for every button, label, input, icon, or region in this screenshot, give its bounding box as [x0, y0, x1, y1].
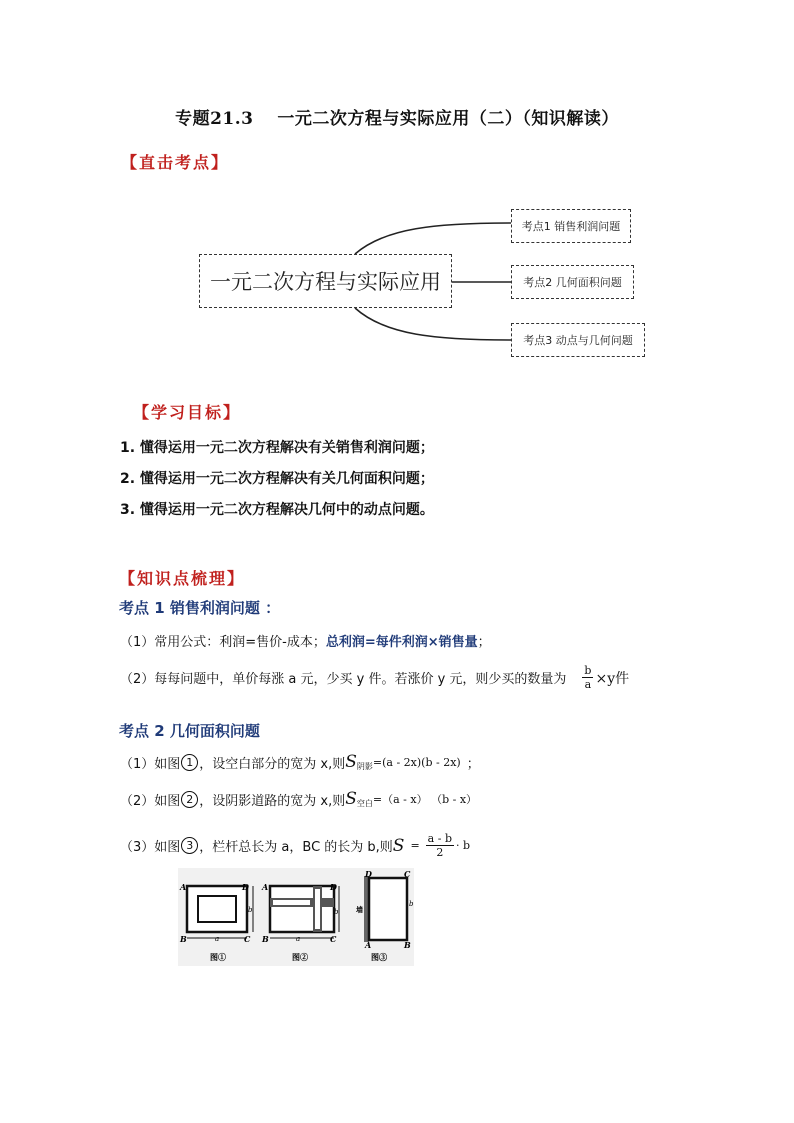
fig2-label-d: D	[330, 882, 337, 892]
kd2-l1-end: ；	[466, 756, 480, 772]
fig1-label-len-b: b	[248, 906, 253, 914]
section-direct-heading: 【直击考点】	[121, 153, 230, 172]
kd1-p1-suffix: ；	[477, 635, 491, 650]
fig3-label-len-b: b	[409, 900, 414, 908]
mindmap-center: 一元二次方程与实际应用	[199, 254, 452, 308]
fig3-label-b: B	[404, 940, 411, 950]
kd2-l1-prefix: （1）如图	[120, 756, 181, 772]
geometry-figures	[178, 868, 414, 966]
kd2-l3-numerator: a - b	[427, 832, 452, 845]
goal-item-2: 2. 懂得运用一元二次方程解决有关几何面积问题；	[120, 471, 434, 487]
fig2-caption: 图②	[292, 952, 308, 962]
kd1-p2-tail: ×y件	[595, 670, 630, 687]
fig3-wall-label: 墙	[356, 905, 363, 914]
kd1-p2-text: （2）每每问题中，单价每涨 a 元，少买 y 件。若涨价 y 元，则少买的数量为	[120, 672, 567, 687]
kd2-l3-mid: ，栏杆总长为 a，BC 的长为 b,则	[199, 840, 393, 855]
fig1-label-b: B	[180, 934, 187, 944]
mindmap-leaf-3: 考点3 动点与几何问题	[511, 323, 645, 357]
section-points-heading: 【知识点梳理】	[119, 569, 246, 588]
figure-3-ref: 3	[181, 837, 198, 854]
kd2-title: 考点 2 几何面积问题	[119, 722, 260, 740]
fig3-label-c: C	[404, 869, 411, 879]
mindmap-leaf-2: 考点2 几何面积问题	[511, 265, 634, 299]
kd1-line-1	[120, 631, 491, 650]
mindmap-leaf-1: 考点1 销售利润问题	[511, 209, 631, 243]
fig1-label-a-vertex: A	[180, 882, 187, 892]
fig3-label-d: D	[365, 869, 372, 879]
kd2-l3-S: S	[392, 835, 405, 856]
fig3-label-a-vertex: A	[365, 940, 372, 950]
kd2-line-3	[120, 832, 470, 859]
kd2-l2-expression: =（a - x） （b - x）	[372, 793, 478, 806]
kd1-p2-numerator: b	[584, 664, 592, 677]
kd1-p1-formula: 总利润=每件利润×销售量	[325, 635, 478, 650]
figures-drawing	[178, 868, 414, 966]
fig1-label-c: C	[244, 934, 251, 944]
kd2-l1-S: S	[345, 752, 357, 772]
section-goals-heading: 【学习目标】	[133, 403, 242, 422]
kd2-l1-mid: ，设空白部分的宽为 x,则	[199, 756, 346, 772]
fig2-label-len-a: a	[296, 935, 301, 943]
kd2-l3-denominator: 2	[436, 846, 444, 859]
figure-2	[261, 882, 339, 962]
kd1-p2-fraction	[582, 664, 593, 691]
kd1-p1-prefix: （1）常用公式：利润=售价-成本；	[120, 635, 326, 650]
fig2-label-c: C	[330, 934, 337, 944]
kd2-l2-mid: ，设阴影道路的宽为 x,则	[199, 793, 346, 809]
fig1-label-d: D	[242, 882, 249, 892]
fig2-label-a-vertex: A	[262, 882, 269, 892]
fig1-label-len-a: a	[215, 935, 220, 943]
figure-1	[179, 882, 253, 962]
kd2-l3-tail: · b	[455, 839, 471, 852]
page-title: 专题21.3 一元二次方程与实际应用（二）（知识解读）	[175, 109, 619, 129]
kd2-line-2	[120, 789, 477, 809]
kd1-p2-denominator: a	[584, 678, 592, 691]
goal-item-1: 1. 懂得运用一元二次方程解决有关销售利润问题；	[120, 440, 434, 456]
kd2-l1-subscript: 阴影	[356, 761, 373, 771]
figure-3	[356, 869, 414, 962]
kd2-l2-S: S	[345, 789, 357, 809]
goal-item-3: 3. 懂得运用一元二次方程解决几何中的动点问题。	[120, 502, 434, 518]
kd2-l3-fraction	[426, 832, 454, 859]
figure-1-ref: 1	[181, 754, 198, 771]
fig2-label-b: B	[262, 934, 269, 944]
kd1-line-2	[120, 664, 629, 691]
kd2-l2-prefix: （2）如图	[120, 793, 181, 809]
kd2-l3-equals: =	[410, 839, 420, 852]
kd1-title: 考点 1 销售利润问题 ：	[119, 599, 281, 617]
fig1-caption: 图①	[210, 952, 226, 962]
kd2-l1-expression: =(a - 2x)(b - 2x)	[372, 755, 461, 769]
kd2-line-1	[120, 752, 480, 772]
fig2-label-len-b: b	[334, 908, 339, 916]
fig3-caption: 图③	[371, 952, 387, 962]
kd2-l2-subscript: 空白	[356, 798, 373, 808]
figure-2-ref: 2	[181, 791, 198, 808]
kd2-l3-prefix: （3）如图	[120, 840, 181, 855]
